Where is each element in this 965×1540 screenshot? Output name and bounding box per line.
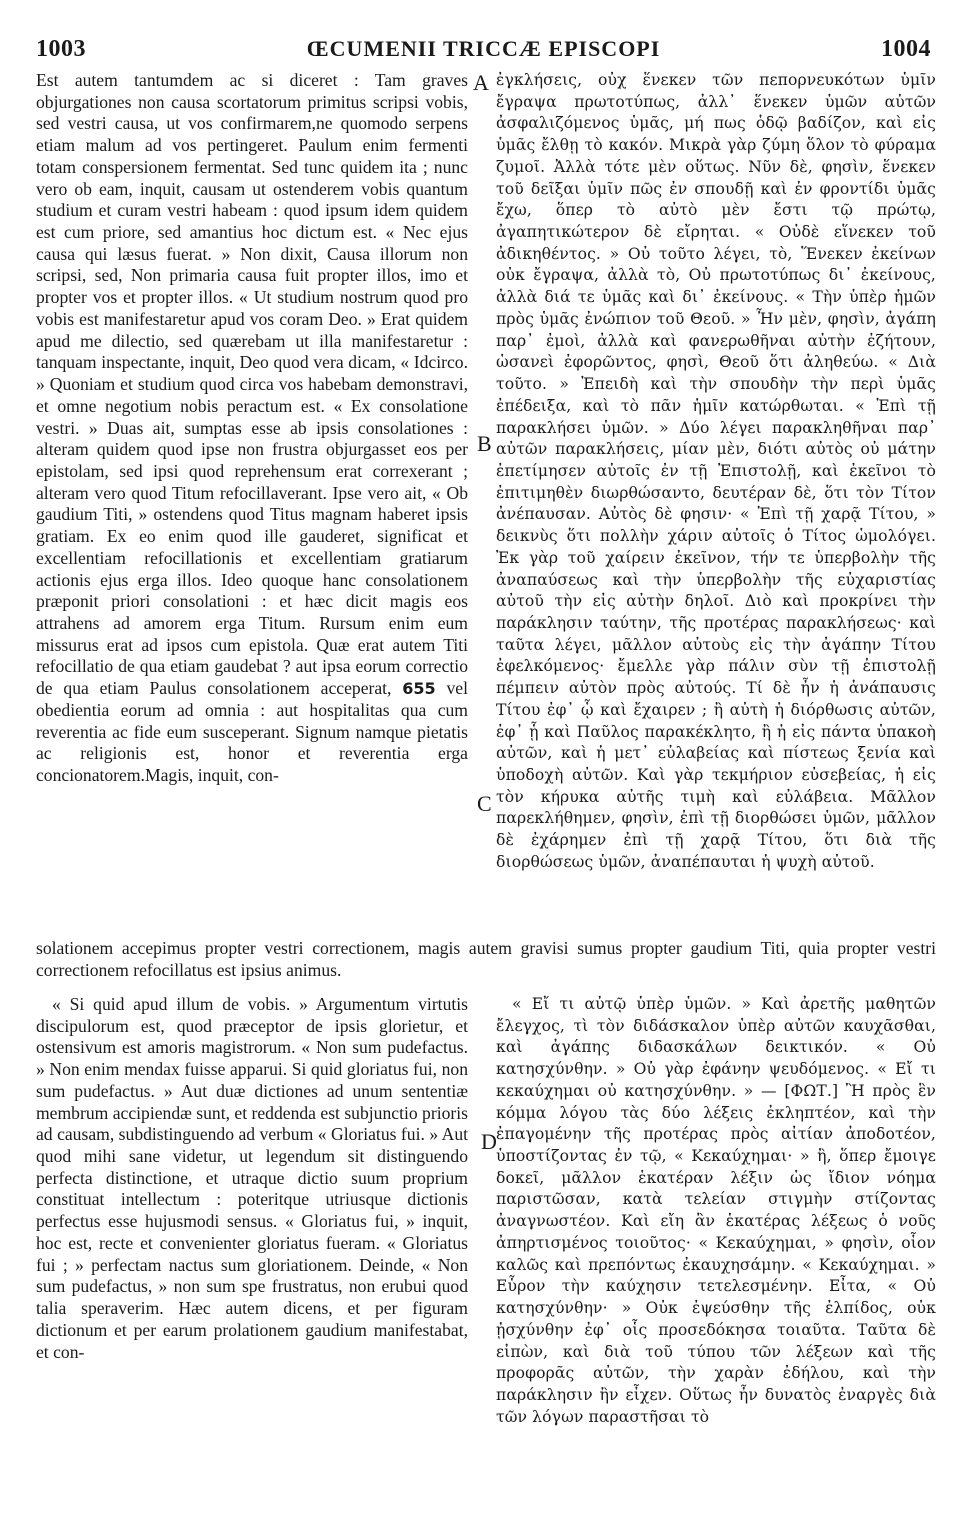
latin-text-part-2: vel obedientia eorum ad omnia : aut hospitalitas qua cum reverentia ac fide eum susceperant. Signum namque pietatis ac religionis est, honor et reverentia erga concionatorem.Magis, inquit, con- (36, 678, 468, 785)
top-text-block (36, 70, 936, 938)
full-width-paragraph: solationem accepimus propter vestri correctionem, magis autem gravisi sumus propter gaudium Titi, quia propter vestri correctionem refocillatus est ipsius animus. (36, 938, 936, 980)
latin-paragraph (36, 70, 468, 787)
greek-paragraph-bottom: « Εἴ τι αὐτῷ ὑπὲρ ὑμῶν. » Καὶ ἀρετῆς μαθητῶν ἔλεγχος, τὶ τὸν διδάσκαλον ὑπὲρ αὐτῶν καυχᾶσθαι, καὶ ἀγάπης διδασκάλων δεικτικόν. « Οὐ κατησχύνθην. » Οὐ γὰρ ἐφάνην ψευδόμενος. « Εἴ τι κεκαύχημαι οὐ κατησχύνθην. » — [ΦΩΤ.] Ἢ πρὸς ἓν κόμμα λόγου τὰς δύο λέξεις ἐκληπτέον, καὶ τὴν ἐπαγομένην τῆς προτέρας πρὸς αἰτίαν ἀποδοτέον, ὑποστίζοντας ἐν τῷ, « Κεκαύχημαι· » ἢ, ὅπερ ἔμοιγε δοκεῖ, μᾶλλον ἑκατέραν λέξιν ὡς ἴδιον νόημα παριστῶσαν, κατὰ τελείαν στιγμὴν στίζοντας ἀναγνωστέον. Καὶ εἴη ἂν ἑκατέρας λέξεως ὁ νοῦς ἀπηρτισμένος τοιοῦτος· « Κεκαύχημαι, » φησὶν, οἷον καλῶς καὶ πρεπόντως ἐκαυχησάμην. « Κεκαύχημαι. » Εὗρον τὴν καύχησιν τετελεσμένην. Εἶτα, « Οὐ κατησχύνθην· » Οὐκ ἐψεύσθην τῆς ἐλπίδος, οὐκ ᾐσχύνθην ἐφ᾽ οἷς προσεδόκησα τοιαῦτα. Ταῦτα δὲ εἰπὼν, καὶ διὰ τοῦ τύπου τῶν λέξεων καὶ τῆς προφορᾶς αὐτῶν, τὴν χαρὰν ἐδήλου, καὶ τὴν παράκλησιν ἣν εἶχεν. Οὕτως ἦν δυνατὸς ἐναργὲς διὰ τῶν λόγων παραστῆσαι τὸ (496, 995, 936, 1426)
running-title: ŒCUMENII TRICCÆ EPISCOPI (306, 36, 661, 61)
margin-letter-a: A (473, 70, 489, 95)
full-width-line (36, 938, 936, 981)
latin-column-bottom (36, 994, 468, 1363)
margin-letter-d: D (481, 1129, 497, 1154)
greek-column-top (496, 70, 936, 874)
greek-column-bottom (496, 994, 936, 1428)
column-number: 655 (402, 679, 436, 699)
bottom-text-block (36, 994, 936, 1454)
page-number-right: 1004 (881, 36, 931, 62)
page-number-left: 1003 (36, 36, 86, 62)
page-header (36, 36, 931, 66)
latin-column-top (36, 70, 468, 787)
latin-paragraph-bottom: « Si quid apud illum de vobis. » Argumentum virtutis discipulorum est, quod præceptor de ipsis glorietur, et ostensivum est amoris magistrorum. « Non sum pudefactus. » Non enim mendax fuisse apparui. Si quid gloriatus fui, non sum pudefactus. » Aut duæ dictiones ad unum sententiæ membrum accipiendæ sunt, et reddenda est subjunctio prioris ad causam, subdistinguendo ad verbum « Gloriatus fui. » Aut quod mihi sane videtur, ut legendum sit distinguendo perfecta distinctione, et utraque dictio suum proprium constituat intellectum : poteritque utriusque dictionis perfectus esse hujusmodi sensus. « Gloriatus fui, » inquit, hoc est, recte et convenienter gloriatus fueram. « Gloriatus fui ; » perfectam nactus sum gloriationem. Deinde, « Non sum pudefactus, » non sum spe frustratus, non erubui quod talia speraverim. Hæc autem dicens, et per figuram dictionum et per earum prolationem gaudium manifestabat, et con- (36, 994, 468, 1362)
margin-letter-b: B (477, 431, 492, 456)
greek-paragraph: ἐγκλήσεις, οὐχ ἕνεκεν τῶν πεπορνευκότων ὑμῖν ἔγραψα πρωτοτύπως, ἀλλ᾽ ἕνεκεν ὑμῶν αὐτῶν ἀσφαλιζόμενος ὑμᾶς, μή πως ὁδῷ βαδίζον, καὶ εἰς ὑμᾶς ἔλθῃ τὸ κακόν. Μικρὰ γὰρ ζύμη ὅλον τὸ φύραμα ζυμοῖ. Ἀλλὰ τότε μὲν οὕτως. Νῦν δὲ, φησὶν, ἕνεκεν τοῦ δεῖξαι ὑμῖν πῶς ἐν σπουδῇ καὶ ἐν φροντίδι ὑμᾶς ἔχω, ὅπερ τὸ αὐτὸ μὲν ἔστι τῷ πρώτῳ, ἀγαπητικώτερον δὲ εἴρηται. « Οὐδὲ εἵνεκεν τοῦ ἀδικηθέντος. » Οὐ τοῦτο λέγει, τὸ, Ἕνεκεν ἐκείνων οὐκ ἔγραψα, ἀλλὰ τὸ, Οὐ πρωτοτύπως δι᾽ ἐκείνους, ἀλλὰ διά τε ὑμᾶς καὶ δι᾽ ἐκείνους. « Τὴν ὑπὲρ ἡμῶν πρὸς ὑμᾶς ἐνώπιον τοῦ Θεοῦ. » Ἦν μὲν, φησὶν, ἀγάπη παρ᾽ ἐμοὶ, ἀλλὰ καὶ φανερωθῆναι αὐτὴν ἐζήτουν, ὡσανεὶ ἐφορῶντος, φησὶ, Θεοῦ ὅτι ἀληθεύω. « Διὰ τοῦτο. » Ἐπειδὴ καὶ τὴν σπουδὴν τὴν περὶ ὑμᾶς ἐπέδειξα, καὶ τὸ πᾶν ἡμῖν κατώρθωται. « Ἐπὶ τῇ παρακλήσει ὑμῶν. » Δύο λέγει παρακληθῆναι παρ᾽ αὐτῶν παρακλήσεις, μίαν μὲν, διότι αὐτὸς οὐ μάτην ἐπετίμησεν αὐτοῖς ἐν τῇ Ἐπιστολῇ, καὶ ἐκεῖνοι τὸ ἐπιτιμηθὲν διωρθώσαντο, δευτέραν δὲ, ὅτι τὸν Τίτον ἀνέπαυσαν. Αὐτὸς δὲ φησιν· « Ἐπὶ τῇ χαρᾷ Τίτου, » δεικνὺς ὅτι πολλὴν χάριν αὐτοῖς ὁ Τίτος ὡμολόγει. Ἐκ γὰρ τοῦ χαίρειν ἐκεῖνον, τήν τε ὑπερβολὴν τῆς ἀναπαύσεως καὶ τὴν ὑπερβολὴν τῆς εὐχαριστίας αὐτοῦ τὴν εἰς αὐτὴν δηλοῖ. Διὸ καὶ προκρίνει τὴν παράκλησιν ταύτην, τῆς προτέρας παρακλήσεως· καὶ ταῦτα λέγει, μᾶλλον αὐτοὺς εἰς τὴν ἀγάπην Τίτου ἐφελκόμενος· ἔμελλε γὰρ πάλιν σὺν τῇ ἐπιστολῇ πέμπειν αὐτὸν πρὸς αὐτούς. Τί δὲ ἦν ἡ ἀνάπαυσις Τίτου ἐφ᾽ ᾧ καὶ ἔχαιρεν ; ἢ αὐτὴ ἡ διόρθωσις αὐτῶν, ἐφ᾽ ᾗ καὶ Παῦλος παρακέκλητο, ἢ ἡ εἰς πάντα ὑπακοὴ αὐτῶν, καὶ ἡ μετ᾽ εὐλαβείας καὶ πίστεως ξενία καὶ ὑποδοχὴ αὐτῶν. Καὶ γὰρ τεκμήριον εὐσεβείας, ἡ εἰς τὸν κήρυκα αὐτῆς τιμὴ καὶ εὐλάβεια. Μᾶλλον παρεκλήθημεν, φησὶν, ἐπὶ τῇ διορθώσει ὑμῶν, μᾶλλον δὲ ἐχάρημεν ἐπὶ τῇ χαρᾷ Τίτου, ὅτι διὰ τῆς διορθώσεως ὑμῶν, ἀναπέπαυται ἡ ψυχὴ αὐτοῦ. (496, 71, 936, 871)
margin-letter-c: C (477, 791, 492, 816)
latin-text-part-1: Est autem tantumdem ac si diceret : Tam graves objurgationes non causa scortatorum primitus scripsi vobis, sed vestri causa, ut vos confirmarem,ne quomodo serpens etiam malum ad vos pertingeret. Paulum enim fermenti totam conspersionem fermentat. Sed tunc quidem ita ; nunc vero ob eam, inquit, causam ut ostenderem vobis quantum studium et curam vestri habeam : quod ipsum idem quidem est cum priore, sed amantius hoc dictum est. « Nec ejus causa qui læsus fuerat. » Non dixit, Causa illorum non scripsi, sed, Non primaria causa fuit propter illos, imo et propter vos et propter illos. « Ut studium nostrum quod pro vobis est manifestaretur apud vos coram Deo. » Erat quidem apud me dilectio, sed quærebam ut illa manifestaretur : tanquam inspectante, inquit, Deo quod vera dicam, « Idcirco. » Quoniam et studium quod circa vos habebam demonstravi, et omne negotium nobis peractum est. « Ex consolatione vestri. » Duas ait, sumptas esse ab ipsis consolationes : alteram quidem quod ipse non frustra objurgasset eos per epistolam, sed ipsi quod reprehensum erat correxerant ; alteram vero quod Titum refocillaverant. Ipse vero ait, « Ob gaudium Titi, » ostendens quod Titus magnam haberet ipsis gratiam. Ex eo enim quod ille gauderet, significat et excellentiam refocillationis et excellentiam gratiarum actionis ejus erga illos. Ideo quoque hanc consolationem præponit priori consolationi : et hæc dicit magis eos attrahens ad amorem erga Titum. Rursum enim eum missurus erat ad ipsos cum epistola. Quæ erat autem Titi refocillatio de qua etiam gaudebat ? aut ipsa eorum correctio de qua etiam Paulus consolationem acceperat, (36, 70, 468, 699)
